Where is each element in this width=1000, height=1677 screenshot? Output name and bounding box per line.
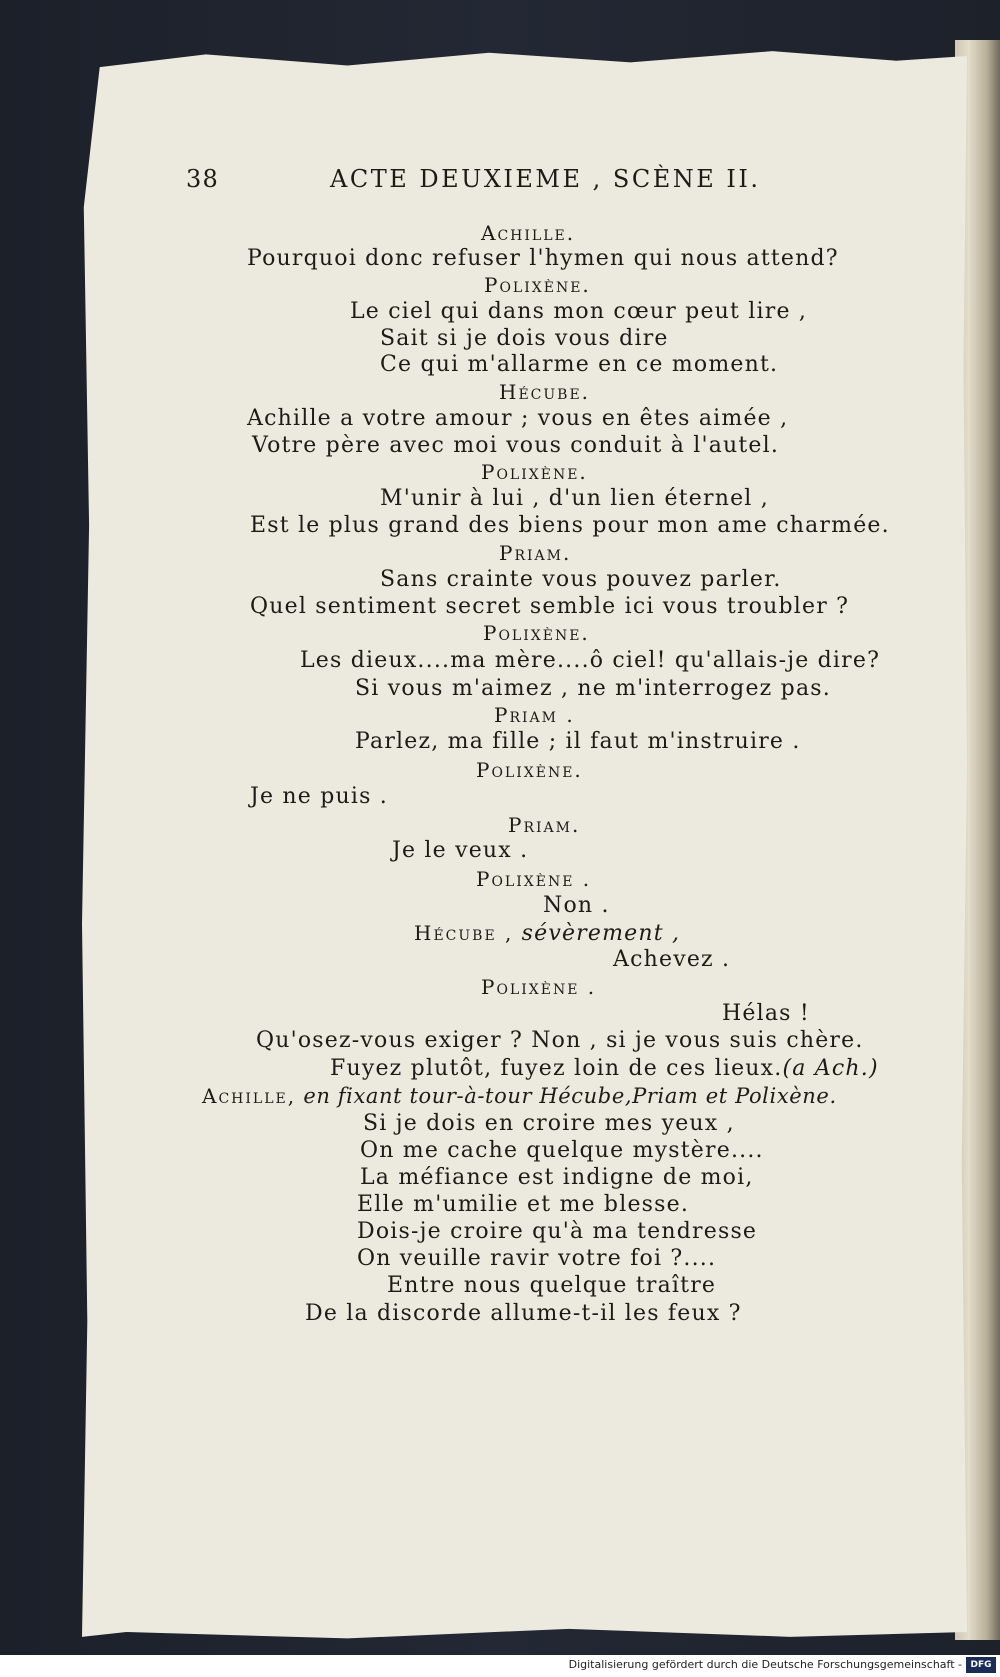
verse-line: Dois-je croire qu'à ma tendresse [357,1219,758,1244]
speaker-label: Achille. [481,221,576,245]
verse-line: Si je dois en croire mes yeux , [363,1111,735,1136]
speaker-label: Priam. [499,541,572,565]
speaker-label: Polixène. [484,273,591,297]
verse-line: Sait si je dois vous dire [380,326,669,351]
verse-line: Elle m'umilie et me blesse. [357,1192,690,1217]
speaker-label: Polixène . [476,867,592,891]
speaker-label: Priam. [508,813,581,837]
verse-line: Est le plus grand des biens pour mon ame charmée. [250,513,890,538]
verse-line: Qu'osez-vous exiger ? Non , si je vous suis chère. [256,1028,864,1053]
verse-line: Sans crainte vous pouvez parler. [380,567,782,592]
funding-credit: Digitalisierung gefördert durch die Deutsche Forschungsgemeinschaft - [568,1658,962,1671]
verse-line: De la discorde allume-t-il les feux ? [305,1301,742,1326]
page-number: 38 [186,165,219,193]
verse-line: Quel sentiment secret semble ici vous troubler ? [250,594,850,619]
verse-line: On veuille ravir votre foi ?.... [357,1246,717,1271]
verse-line: Hélas ! [722,1001,810,1026]
verse-line: Parlez, ma fille ; il faut m'instruire . [355,729,801,754]
verse-line: La méfiance est indigne de moi, [360,1165,754,1190]
verse-line: Je ne puis . [250,784,388,809]
verse-line: M'unir à lui , d'un lien éternel , [380,486,769,511]
verse-line: Achevez . [613,947,731,972]
stage-direction: sévèrement , [521,921,681,946]
verse-with-direction [330,1056,879,1082]
stage-direction: (a Ach.) [782,1056,879,1081]
verse-line: Votre père avec moi vous conduit à l'autel. [252,433,780,458]
verse-line: Pourquoi donc refuser l'hymen qui nous attend? [247,246,839,271]
speaker-direction-line [202,1083,837,1109]
page-header: ACTE DEUXIEME , SCÈNE II. [330,165,761,193]
speaker-label: Hécube , [414,921,514,945]
verse-line: Si vous m'aimez , ne m'interrogez pas. [355,676,831,701]
speaker-label: Hécube. [499,380,591,404]
speaker-label: Polixène. [476,758,583,782]
speaker-label: Polixène . [481,975,597,999]
speaker-label: Polixène. [483,621,590,645]
speaker-direction-line [414,920,680,947]
digitization-footer [0,1655,1000,1677]
verse-line: On me cache quelque mystère.... [360,1138,764,1163]
verse-line: Les dieux....ma mère....ô ciel! qu'allais-je dire? [300,648,881,673]
speaker-label: Achille, [202,1084,297,1108]
speaker-label: Polixène. [481,460,588,484]
dfg-logo-icon: DFG [966,1657,996,1673]
verse-line: Ce qui m'allarme en ce moment. [380,352,779,377]
speaker-label: Priam . [494,703,575,727]
verse-line: Entre nous quelque traître [387,1273,717,1298]
verse-line: Fuyez plutôt, fuyez loin de ces lieux. [330,1056,783,1081]
stage-direction: en fixant tour-à-tour Hécube,Priam et Polixène. [303,1084,837,1108]
verse-line: Je le veux . [392,838,529,863]
verse-line: Achille a votre amour ; vous en êtes aimée , [247,406,789,431]
verse-line: Le ciel qui dans mon cœur peut lire , [350,299,808,324]
verse-line: Non . [543,893,610,918]
